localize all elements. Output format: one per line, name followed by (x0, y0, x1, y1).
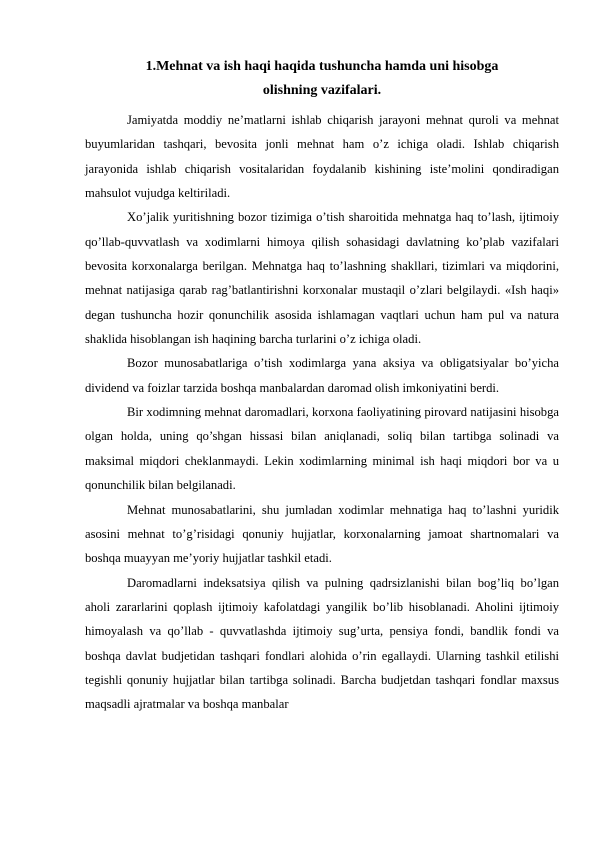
heading-line-1: 1.Mehnat va ish haqi haqida tushuncha hamda uni hisobga (145, 59, 499, 74)
paragraph: Bozor munosabatlariga o’tish xodimlarga yana aksiya va obligatsiyalar bo’yicha dividend va foizlar tarzida boshqa manbalardan daromad olish imkoniyatini berdi. (85, 356, 559, 395)
paragraph: Daromadlarni indeksatsiya qilish va pulning qadrsizlanishi bilan bog’liq bo’lgan aholi zararlarini qoplash ijtimoiy kafolatdagi yangilik bo’lib hisoblanadi. Aholini ijtimoiy himoyalash va qo’llab - quvvatlashda ijtimoiy sug’urta, pensiya fondi, bandlik fondi va boshqa davlat budjetidan tashqari fondlari alohida o’rin egallaydi. Ularning tashkil etilishi tegishli qonuniy hujjatlar bilan tartibga solinadi. Barcha budjetdan tashqari fondlar maxsus maqsadli ajratmalar va boshqa manbalar (85, 575, 559, 712)
body-text (85, 108, 559, 717)
section-heading (85, 55, 559, 103)
heading-line-2: olishning vazifalari. (262, 83, 382, 98)
paragraph: Bir xodimning mehnat daromadlari, korxona faoliyatining pirovard natijasini hisobga olgan holda, uning qo’shgan hissasi bilan aniqlanadi, soliq bilan tartibga solinadi va maksimal miqdori cheklanmaydi. Lekin xodimlarning minimal ish haqi miqdori bor va u qonunchilik bilan belgilanadi. (85, 405, 559, 493)
paragraph: Xo’jalik yuritishning bozor tizimiga o’tish sharoitida mehnatga haq to’lash, ijtimoiy qo’llab-quvvatlash va xodimlarni himoya qilish sohasidagi davlatning ko’plab vazifalari bevosita korxonalarga berilgan. Mehnatga haq to’lashning shakllari, tizimlari va miqdorini, mehnat natijasiga qarab rag’batlantirishni korxonalar mustaqil o’zlari belgilaydi. «Ish haqi» degan tushuncha hozir qonunchilik asosida ishlamagan vaqtlari uchun ham pul va natura shaklida hisoblangan ish haqining barcha turlarini o’z ichiga oladi. (85, 210, 559, 347)
paragraph: Jamiyatda moddiy ne’matlarni ishlab chiqarish jarayoni mehnat quroli va mehnat buyumlaridan tashqari, bevosita jonli mehnat ham o’z ichiga oladi. Ishlab chiqarish jarayonida ishlab chiqarish vositalaridan foydalanib kishining iste’molini qondiradigan mahsulot vujudga keltiriladi. (85, 113, 559, 201)
paragraph: Mehnat munosabatlarini, shu jumladan xodimlar mehnatiga haq to’lashni yuridik asosini mehnat to’g’risidagi qonuniy hujjatlar, korxonalarning jamoat shartnomalari va boshqa muayyan me’yoriy hujjatlar tashkil etadi. (85, 502, 559, 566)
